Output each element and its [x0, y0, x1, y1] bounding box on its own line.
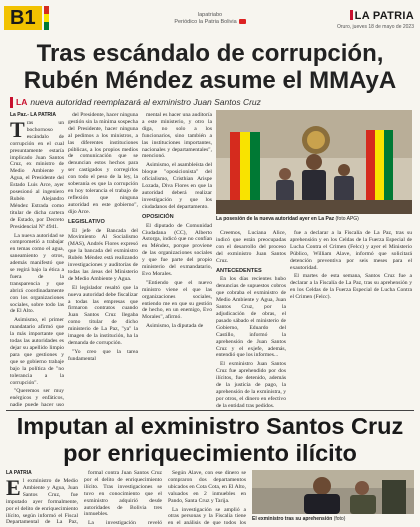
caption-credit: (foto): [333, 516, 346, 522]
story1-headline: [10, 40, 410, 94]
paragraph: El jefe de Bancada del Movimiento Al Socialismo (MAS), Andrés Flores expresó que la bancada del exministro Rubén Méndez está realizando investigaciones y auditorías de todas las áreas del Ministerio de Medio Ambiente y Agua.: [68, 227, 138, 282]
story2-headline: [6, 413, 414, 467]
paragraph: Asimismo, la diputada de: [146, 323, 204, 330]
story1-photo: [216, 110, 412, 214]
subhead: ANTECEDENTES: [216, 267, 262, 274]
story1-byline: La Paz.- LA PATRIA: [10, 112, 57, 118]
story1-headline-line2: Rubén Méndez asume el MMAyA: [23, 67, 397, 94]
paragraph: l exministro de Medio Ambiente y Agua, Juan Santos Cruz, fue imputado ayer formalmente, por el delito de enriquecimiento ilícito, según informó el Fiscal Departamental de La Paz,: [6, 478, 78, 525]
story2-photo: [252, 470, 414, 514]
story2-column-1: [6, 478, 78, 525]
section-divider: [6, 410, 414, 411]
brand-name: LA PATRIA: [354, 10, 414, 22]
story2-photo-caption: [252, 516, 414, 522]
story2-column-3: [168, 470, 246, 525]
story1-column-2: [68, 112, 138, 408]
caption-credit: (foto APG): [335, 216, 359, 222]
story2-column-2: [84, 470, 162, 525]
paragraph: mental es hacer una auditoría a este ministerio, y otro la diga, no solo a los funcionarios, sino también a las instituciones importantes, nacionales y departamentales", mencionó.: [142, 112, 212, 160]
story2-headline-line1: Imputan al exministro Santos Cruz: [16, 413, 404, 439]
subheadline-text: nueva autoridad reemplazará al exministro Juan Santos Cruz: [30, 97, 261, 107]
paragraph: La investigación reveló: [88, 520, 162, 525]
logo-bar-icon: [350, 10, 353, 20]
paragraph: "Yo creo que la tarea fundamental: [68, 348, 138, 362]
page-header: [0, 0, 420, 40]
paragraph: formal contra Juan Santos Cruz por el delito de enriquecimiento ilícito. Tras investigaciones se tuvo en conocimiento que el exministro adquirió desde autoridades de Bolivia tres inmuebles.: [84, 470, 162, 518]
story1-column-5: [290, 230, 412, 408]
story1-subheadline: [10, 96, 410, 108]
red-bar-icon: [10, 97, 13, 108]
paragraph: "Entiendo que el nuevo ministro viene el que las organizaciones sociales, entiendo me en que su gestión de hecho, en un enemigo, Evo Morales", afirmó.: [142, 279, 212, 321]
swearing-in-photo: [216, 110, 412, 214]
bolivia-flag-icon: [44, 6, 49, 30]
youtube-icon: [239, 19, 246, 24]
section-tag: [4, 6, 49, 30]
issue-date: Oruro, jueves 18 de mayo de 2023: [337, 24, 414, 30]
paragraph: del Presidente, hacer ninguna gestión sin la mínima sospecha del Presidente, hacer ninguna al pedimos a los ministros, a las diferentes instituciones públicas, a los propios medios de comunicación que se denuncian estos hechos para ser castigados y corregirlos con todo el peso de la ley, la soberanía es que la corrupción en hoy tolerancia el trabajo de reflexión que ninguna autoridad en este gobierno", dijo Arce.: [68, 112, 138, 215]
sub-brand: LA: [16, 97, 28, 107]
story1-column-3: [142, 112, 212, 408]
subhead: OPOSICIÓN: [142, 213, 174, 220]
paragraph: ras un bochornoso escándalo de corrupción en el cual presuntamente estaría implicado Juan Santos Cruz, ex ministro de Medio Ambiente y Agua, el Presidente del Estado Luis Arce, ayer posesionó al ingeniero Rubén Alejandro Méndez Estrada como titular de dicha cartera de Estado, por Decreto Presidencial Nº 4941.: [10, 120, 64, 230]
paragraph: fue a declarar a la Fiscalía de La Paz, tras su aprehensión y en los Celdas de la Fuerza Especial de Lucha Contra el Crimen (Felcc) y ayer el Ministerio Público, William Alave, informó que solicitará detención preventiva por seis meses para el exautoridad.: [290, 230, 412, 271]
arrest-photo: [252, 470, 414, 514]
social-text: Periódico la Patria Bolivia: [174, 19, 237, 25]
story2-byline: LA PATRIA: [6, 470, 32, 476]
story1-photo-caption: [216, 216, 412, 222]
caption-text: La posesión de la nueva autoridad ayer en La Paz: [216, 216, 335, 222]
paragraph: "Queremos ser muy enérgicos y enfáticos, nadie puede hacer uso: [10, 388, 64, 408]
story1-headline-line1: Tras escándalo de corrupción,: [36, 40, 384, 67]
dropcap: T: [10, 120, 25, 142]
newspaper-logo: [337, 10, 414, 22]
social-links: [150, 12, 270, 26]
story2-headline-line2: por enriquecimiento ilícito: [63, 440, 357, 466]
paragraph: Creemos, Luciana Alice, indicó que están preocupadas con el desarrollo del proceso del exministro Juan Santos Cruz.: [216, 230, 286, 264]
paragraph: El martes de esta semana, Santos Cruz fue a declarar a la Fiscalía de La Paz, tras su aprehensión y en los Celdas de la Fuerza Especial de Lucha Contra el Crimen (Felcc).: [290, 273, 412, 301]
social-handle: lapatriabo: [197, 12, 223, 18]
paragraph: Asimismo, el asambleísta del bloque "oposicionista" del oficialismo, Cristhian Arispe Lozada, Diva Flores en que la autoridad deberá realizar investigación y que los ciudadanos del departamento.: [142, 162, 212, 210]
caption-text: El exministro tras su aprehensión: [252, 516, 333, 522]
story1-column-1: [10, 120, 64, 408]
story1-column-4: [216, 230, 286, 408]
paragraph: El exministro Juan Santos Cruz fue aprehendido por dos ilícitos, fue detenido, además de la justicia de pago, la aprehensión de la exministra, y por otros, el dinero en efectivo de la entidad tras pedidos.: [216, 361, 286, 408]
paragraph: Asimismo, el primer mandatario afirmó que la más importante que todas las autoridades es dejar su apellido limpio para que gestiones y que se gobierno trabaje bajo la política de "no tolerancia a la corrupción".: [10, 317, 64, 386]
section-number: B1: [4, 6, 42, 30]
brand-block: [337, 10, 414, 30]
paragraph: La investigación se amplió a otras personas y la Fiscalía tiene en el análisis de que todos los: [168, 506, 246, 525]
paragraph: El legislador resaltó que la nueva autoridad debe fiscalizar a todas las empresas que firmaron contratos cuando Juan Santos Cruz llegaba como titular de dicho ministerio de La Paz, "ya" la imagen de la institución, ha la demanda de corrupción.: [68, 284, 138, 346]
paragraph: Según Alave, con ese dinero se compraron dos departamentos ubicados en Cota Cota, en El Alto, valuados en 2 inmuebles en Pando, Santa Cruz y Tarija.: [168, 470, 246, 504]
dropcap: E: [6, 478, 21, 500]
paragraph: En los días recientes hubo denuncias de supuestos cobros que cobraba el exministro de Medio Ambiente y Agua, Juan Santos Cruz, por la adjudicación de obras, el pasado sábado el ministerio de Gobierno, Eduardo del Castillo, informó la aprehensión de Juan Santos Cruz y el exjefe, además, entendió que los informes...: [216, 276, 286, 359]
social-text-row: [150, 19, 270, 26]
subhead: LEGISLATIVO: [68, 218, 105, 225]
paragraph: El diputado de Comunidad Ciudadana (CC), Alberto Astorga, indicó que no confían en Méndez, porque proviene de las organizaciones sociales y que fue parte del propio ministerio del exmandatario, Evo Morales.: [142, 222, 212, 277]
paragraph: La nueva autoridad se comprometió a trabajar en temas como el agua, saneamiento y otros, además manifestó que se regirá bajo la ética a fuera de la transparencia y que abrirá coordinadamente con los organizaciones sociales, sobre todo las de El Alto.: [10, 232, 64, 315]
